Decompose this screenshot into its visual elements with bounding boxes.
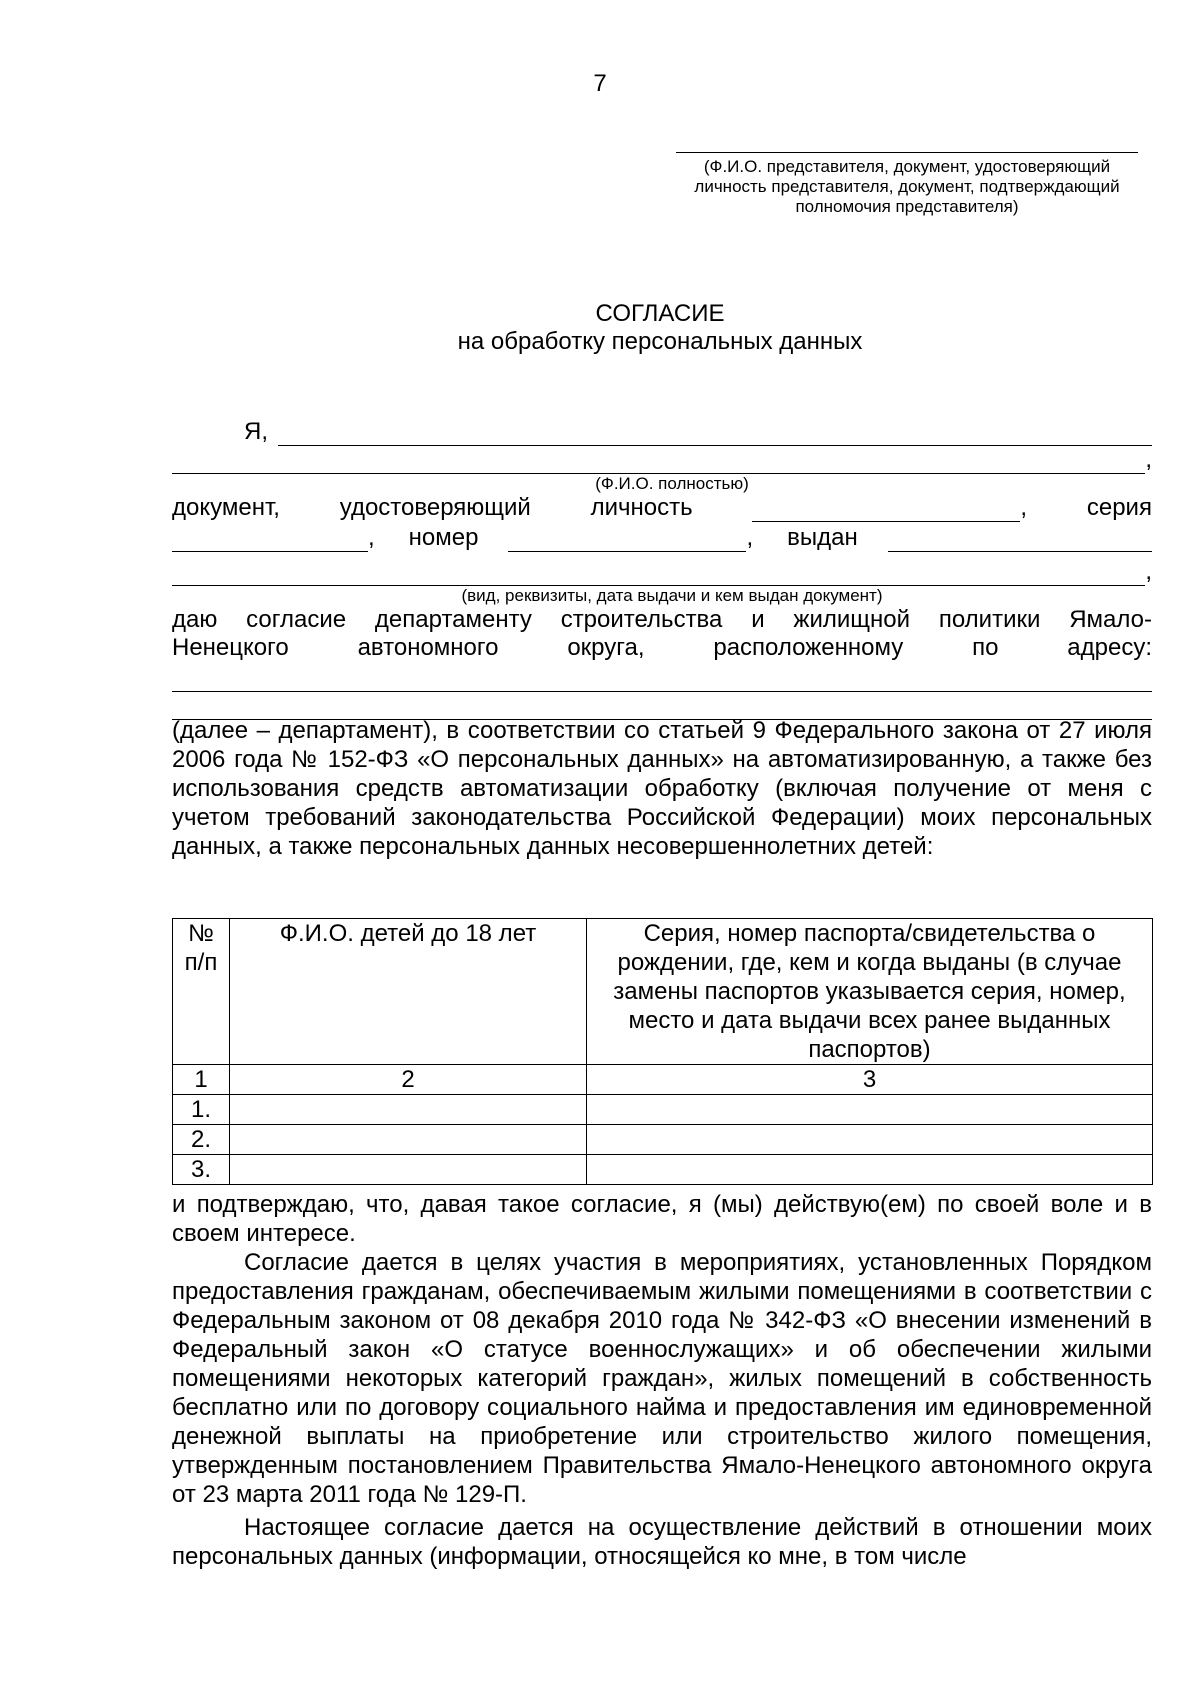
doc-label-3: личность — [590, 494, 693, 521]
consent-word-d: расположенному — [713, 634, 904, 661]
fio-line-2[interactable] — [172, 451, 1145, 474]
row-doc-cell[interactable] — [587, 1095, 1153, 1125]
table-column-numbers — [173, 1065, 1153, 1095]
fio-line-1[interactable] — [278, 423, 1152, 446]
row-fio-cell[interactable] — [230, 1125, 587, 1155]
fio-comma: , — [1145, 446, 1152, 473]
consent-word-a: Ненецкого — [172, 634, 289, 661]
row-doc-cell[interactable] — [587, 1125, 1153, 1155]
fio-caption: (Ф.И.О. полностью) — [595, 474, 749, 493]
colnum-1: 1 — [173, 1065, 230, 1095]
paragraph-2: и подтверждаю, что, давая такое согласие, я (мы) действую(ем) по своей воле и в своем интересе. — [172, 1191, 1152, 1247]
address-line-1[interactable] — [172, 669, 1152, 692]
table-header-row — [173, 919, 1153, 1065]
row-fio-cell[interactable] — [230, 1155, 587, 1185]
colnum-3: 3 — [587, 1065, 1153, 1095]
representative-fill-line[interactable] — [676, 138, 1138, 153]
page-number: 7 — [593, 70, 607, 97]
issued-field[interactable] — [888, 529, 1152, 552]
table-row — [173, 1095, 1153, 1125]
doc-type-field[interactable] — [752, 499, 1020, 522]
paragraph-1: (далее – департамент), в соответствии со статьей 9 Федерального закона от 27 июля 2006 года № 152-ФЗ «О персональных данных» на автоматизированную, а также без использования средств автоматизации обработку (включая получение от меня с учетом требований законодательства Российской Федерации) моих персональных данных, а также персональных данных несовершеннолетних детей: — [172, 717, 1152, 860]
series-label: серия — [1086, 494, 1152, 521]
children-table-wrap — [172, 918, 1152, 1185]
i-label: Я, — [244, 418, 268, 445]
consent-line-1: даю согласие департаменту строительства и жилищной политики Ямало- — [172, 606, 1152, 633]
children-table — [172, 918, 1153, 1185]
document-header — [0, 300, 1200, 356]
doc-caption: (вид, реквизиты, дата выдачи и кем выдан документ) — [461, 586, 883, 605]
row-doc-cell[interactable] — [587, 1155, 1153, 1185]
header-doc: Серия, номер паспорта/свидетельства о рождении, где, кем и когда выданы (в случае замены паспортов указывается серия, номер, место и дата выдачи всех ранее выданных паспортов) — [587, 919, 1153, 1065]
series-comma: , — [368, 524, 375, 551]
paragraph-4: Настоящее согласие дается на осуществление действий в отношении моих персональных данных (информации, относящейся ко мне, в том числе — [172, 1514, 1152, 1570]
representative-block — [676, 138, 1138, 217]
body-section-1 — [172, 716, 1152, 861]
row-fio-cell[interactable] — [230, 1095, 587, 1125]
row-num: 3. — [173, 1155, 230, 1185]
issued-label: выдан — [787, 524, 858, 551]
issued-comma: , — [1145, 558, 1152, 585]
consent-word-f: адресу: — [1067, 634, 1152, 661]
table-row — [173, 1155, 1153, 1185]
document-subtitle: на обработку персональных данных — [457, 328, 863, 355]
number-field[interactable] — [508, 529, 746, 552]
issued-line-2[interactable] — [172, 563, 1145, 586]
row-num: 1. — [173, 1095, 230, 1125]
consent-word-b: автономного — [357, 634, 499, 661]
colnum-2: 2 — [230, 1065, 587, 1095]
doc-type-comma: , — [1020, 494, 1028, 521]
series-field[interactable] — [172, 529, 368, 552]
consent-form — [172, 418, 1152, 720]
row-num: 2. — [173, 1125, 230, 1155]
paragraph-3: Согласие дается в целях участия в мероприятиях, установленных Порядком предоставления гражданам, обеспечиваемым жилыми помещениями в соответствии с Федеральным законом от 08 декабря 2010 года № 342-ФЗ «О внесении изменений в Федеральный закон «О статусе военнослужащих» и об обеспечении жилыми помещениями некоторых категорий граждан», жилых помещений в собственность бесплатно или по договору социального найма и предоставления им единовременной денежной выплаты на приобретение или строительство жилого помещения, утвержденным постановлением Правительства Ямало-Ненецкого автономного округа от 23 марта 2011 года № 129-П. — [172, 1249, 1152, 1508]
header-num: № п/п — [173, 919, 230, 1065]
body-section-2 — [172, 1190, 1152, 1571]
table-row — [173, 1125, 1153, 1155]
representative-caption: (Ф.И.О. представителя, документ, удостоверяющий личность представителя, документ, подтверждающий полномочия представителя) — [694, 157, 1120, 216]
consent-word-e: по — [972, 634, 999, 661]
doc-label-2: удостоверяющий — [339, 494, 531, 521]
consent-word-c: округа, — [567, 634, 645, 661]
document-title: СОГЛАСИЕ — [595, 300, 725, 327]
header-fio: Ф.И.О. детей до 18 лет — [230, 919, 587, 1065]
doc-label: документ, — [172, 494, 280, 521]
number-comma: , — [746, 524, 754, 551]
number-label: номер — [408, 524, 479, 551]
